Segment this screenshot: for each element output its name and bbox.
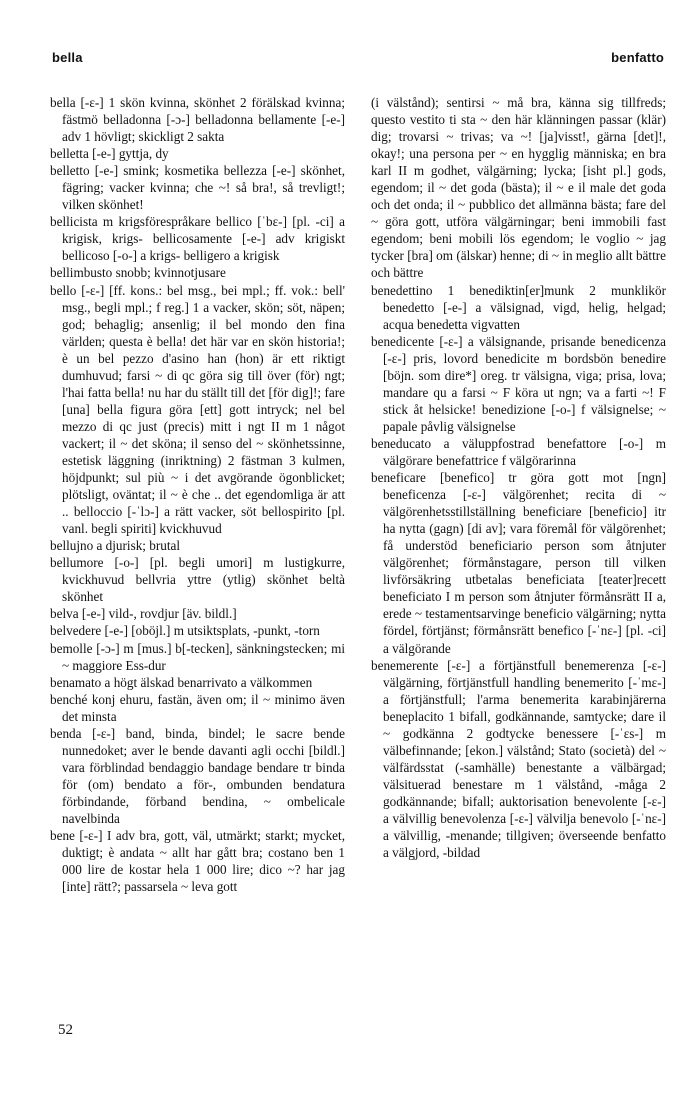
entry-bello: bello [-ɛ-] [ff. kons.: bel msg., bei mpl.; ff. vok.: bell' msg., begli mpl.; f reg.] 1 a vacker, skön; söt, näpen; god; behaglig; ansenlig; il bel mondo den fina världen; questa è bella! det här var en skön historia!; è un bel pezzo d'asino han (hon) är ett riktigt dumhuvud; farsi ~ di qc göra sig till över (för) ngt; l'hai fatta bella! nu har du ställt till det [för dig]!; fare [una] bella figura göra [ett] gott intryck; nel bel mezzo di qc just (precis) mitt i ngt II m 1 något vackert; il ~ det sköna; il senso del ~ skönhetssinne, estetisk läggning (inriktning) 2 fästman 3 kulmen, höjdpunkt; sul più ~ i det avgörande ögonblicket; plötsligt, oväntat; il ~ è che .. det egendomliga är att .. belloccio [-ˈlɔ-] a rätt vacker, söt bellospirito [pl. vanl. begli spiriti] kvickhuvud xyxy=(50,282,345,537)
running-head-right: benfatto xyxy=(611,50,664,65)
entry-beneficare: beneficare [benefico] tr göra gott mot [ngn] beneficenza [-ɛ-] välgörenhet; recita di ~ välgörenhetsstillställning beneficiare [beneficio] itr ha nytta (gagn) [di av]; vara föremål för välgörenhet; få understöd beneficiario person som åtnjuter välgörenhet; förmånstagare, person till vilken livförsäkring utbetalas beneficiata [teater]recett beneficiato I m person som åtnjuter förmånsrätt II a, erede ~ testamentsarvinge beneficio välgärning; nytta fördel, förtjänst; förmånsrätt benefico [-ˈnɛ-] [pl. -ci] a välgörande xyxy=(371,470,666,656)
right-column xyxy=(371,94,666,861)
entry-beneducato: beneducato a väluppfostrad benefattore [-o-] m välgörare benefattrice f välgörarinna xyxy=(371,435,666,468)
entry-bene: bene [-ɛ-] I adv bra, gott, väl, utmärkt; starkt; mycket, duktigt; è andata ~ allt har gått bra; costano ben 1 000 lire de kostar hela 1 000 lire; dico ~? har jag [inte] rätt?; passarsela ~ leva gott xyxy=(50,828,345,895)
running-head-left: bella xyxy=(52,50,83,65)
entry-bella: bella [-ɛ-] 1 skön kvinna, skönhet 2 förälskad kvinna; fästmö belladonna [-ɔ-] belladonna bellamente [-e-] adv 1 hövligt; skickligt 2 sakta xyxy=(50,95,345,145)
entry-benedicente: benedicente [-ɛ-] a välsignande, prisande benedicenza [-ɛ-] pris, lovord benedicite m bordsbön benedire [böjn. som dire*] oreg. tr välsigna, viga; prisa, lova; mandare qu a farsi ~ F köra ut ngn; va a farti ~! F stick åt helsicke! benedizione [-o-] f välsignelse; ~ papale påvlig välsignelse xyxy=(371,333,666,434)
entry-bellicista: bellicista m krigsförespråkare bellico [ˈbɛ-] [pl. -ci] a krigisk, krigs- bellicosamente [-e-] adv krigiskt bellicoso [-o-] a krigs- belligero a krigisk xyxy=(50,214,345,264)
entry-bellumore: bellumore [-o-] [pl. begli umori] m lustigkurre, kvickhuvud bellvria yttre (ytlig) skönhet beltà skönhet xyxy=(50,555,345,605)
entry-belluino: bellujno a djurisk; brutal xyxy=(50,538,181,554)
entry-belletto: belletto [-e-] smink; kosmetika bellezza [-e-] skönhet, fägring; vacker kvinna; che ~! så bra!, så trevligt!; vilken skönhet! xyxy=(50,163,345,213)
entry-belvedere: belvedere [-e-] [oböjl.] m utsiktsplats, -punkt, -torn xyxy=(50,623,320,639)
entry-benche: benché konj ehuru, fastän, även om; il ~ minimo även det minsta xyxy=(50,691,345,724)
left-column xyxy=(50,94,345,895)
entry-bemolle: bemolle [-ɔ-] m [mus.] b[-tecken], sänkningstecken; mi ~ maggiore Ess-dur xyxy=(50,640,345,673)
entry-bene-continued: (i välstånd); sentirsi ~ må bra, känna sig tillfreds; questo vestito ti sta ~ den här klänningen passar (klär) dig; trovarsi ~ trivas; va ~! [ja]visst!, gärna [det]!, okay!; una persona per ~ en hygglig människa; en bra karl II m godhet, välgärning; lycka; [isht pl.] gods, egendom; il ~ det goda (bästa); il ~ e il male det goda och det onda; il ~ pubblico det allmänna bästa; fare del ~ göra gott, utföra välgärningar; beni immobili fast egendom; beni mobili lös egendom; le voglio ~ jag tycker [bra] om (älskar) henne; di ~ in meglio allt bättre och bättre xyxy=(371,95,666,281)
page-number: 52 xyxy=(58,1022,73,1038)
entry-belva: belva [-e-] vild-, rovdjur [äv. bildl.] xyxy=(50,606,237,622)
entry-belletta: belletta [-e-] gyttja, dy xyxy=(50,146,169,162)
entry-benemerente: benemerente [-ɛ-] a förtjänstfull benemerenza [-ɛ-] välgärning, förtjänstfull handling benemerito [-ˈmɛ-] a förtjänstfull; l'arma benemerita karabinjärerna beneplacito 1 bifall, godkännande, samtycke; dare il ~ godkänna 2 godtycke benessere [-ˈɛs-] m välbefinnande; [ekon.] välstånd; Stato (società) del ~ välfärdsstat (-samhälle) benestante a välbärgad; välsituerad benestare m 1 välstånd, -måga 2 godkännande; bifall; auktorisation benevolente [-ɛ-] a välvillig benevolenza [-ɛ-] välvilja benevolo [-ˈnɛ-] a välvillig, -menande; tillgiven; överseende benfatto a välgjord, -bildad xyxy=(371,657,666,861)
entry-benamato: benamato a högt älskad benarrivato a välkommen xyxy=(50,674,313,690)
entry-bellimbusto: bellimbusto snobb; kvinnotjusare xyxy=(50,265,226,281)
entry-benedettino: benedettino 1 benediktin[er]munk 2 munklikör benedetto [-e-] a välsignad, vigd, helig, helgad; acqua benedetta vigvatten xyxy=(371,282,666,332)
entry-benda: benda [-ɛ-] band, binda, bindel; le sacre bende nunnedoket; aver le bende davanti agli occhi [bildl.] vara förblindad bendaggio bandage bendare tr binda för (om) bendato a för-, ombunden bendatura förbindande, förband bendina, ~ ombelicale navelbinda xyxy=(50,725,345,826)
